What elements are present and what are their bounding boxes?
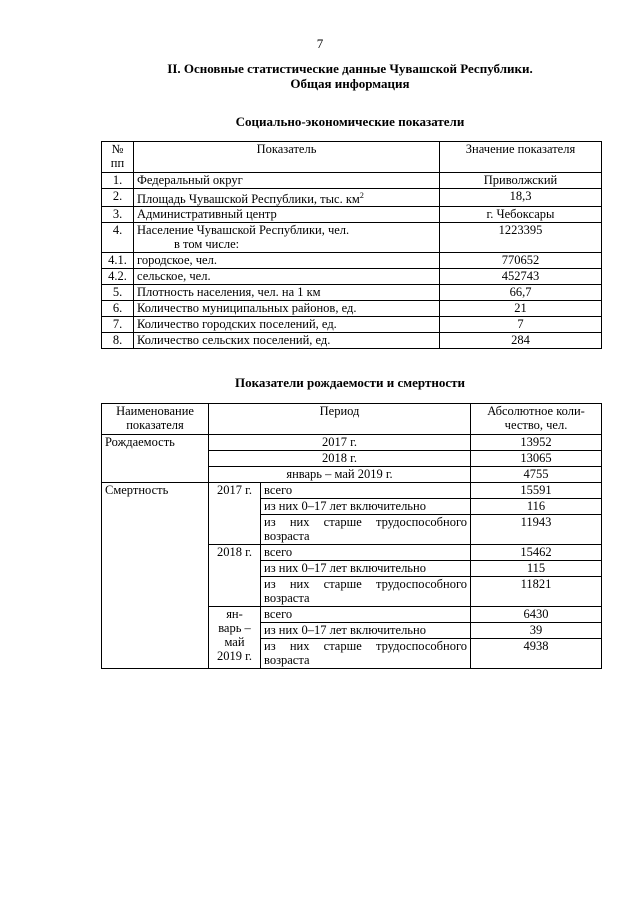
header-value: Значение показателя — [440, 142, 602, 173]
table-row: 5. Плотность населения, чел. на 1 км 66,7 — [102, 285, 602, 301]
table-row: 1. Федеральный округ Приволжский — [102, 173, 602, 189]
table-row: 2018 г. 13065 — [102, 451, 602, 467]
table-row: 7. Количество городских поселений, ед. 7 — [102, 317, 602, 333]
table-row: ян- варь – май 2019 г. всего 6430 — [102, 607, 602, 623]
table-row: 8. Количество сельских поселений, ед. 284 — [102, 333, 602, 349]
table-row: Рождаемость 2017 г. 13952 — [102, 435, 602, 451]
table-row: из них старше трудоспособного возраста 11943 — [102, 515, 602, 545]
title-line-2: Общая информация — [290, 76, 410, 91]
births-deaths-table — [101, 403, 602, 669]
table-row: 2018 г. всего 15462 — [102, 545, 602, 561]
births-label: Рождаемость — [102, 435, 209, 451]
table-row: 3. Административный центр г. Чебоксары — [102, 207, 602, 223]
table-row: 6. Количество муниципальных районов, ед. 21 — [102, 301, 602, 317]
page-number: 7 — [316, 36, 324, 51]
header-indicator: Показатель — [134, 142, 440, 173]
socioeconomic-table — [101, 141, 602, 349]
header-period: Период — [209, 404, 471, 435]
page-title — [100, 61, 600, 91]
table-row: январь – май 2019 г. 4755 — [102, 467, 602, 483]
table-header-row — [102, 142, 602, 173]
header-name: Наименование показателя — [102, 404, 209, 435]
table-row: 4.1. городское, чел. 770652 — [102, 253, 602, 269]
title-line-1: II. Основные статистические данные Чувашской Республики. — [167, 61, 533, 76]
table-row: из них старше трудоспособного возраста 11821 — [102, 577, 602, 607]
table-row: 4. Население Чувашской Республики, чел. в том числе: 1223395 — [102, 223, 602, 253]
header-absolute: Абсолютное коли- чество, чел. — [471, 404, 602, 435]
table-row: из них старше трудоспособного возраста 4938 — [102, 639, 602, 669]
table-row: из них 0–17 лет включительно 39 — [102, 623, 602, 639]
table-row: 4.2. сельское, чел. 452743 — [102, 269, 602, 285]
table-row: 2. Площадь Чувашской Республики, тыс. $км^2$ 18,3 — [102, 189, 602, 207]
deaths-label: Смертность — [102, 483, 209, 669]
section-title-socioeconomic: Социально-экономические показатели — [235, 114, 465, 129]
header-num: № пп — [102, 142, 134, 173]
table-header-row — [102, 404, 602, 435]
table-row: из них 0–17 лет включительно 115 — [102, 561, 602, 577]
section-title-births-deaths: Показатели рождаемости и смертности — [235, 375, 465, 390]
table-row: Смертность 2017 г. всего 15591 — [102, 483, 602, 499]
table-row: из них 0–17 лет включительно 116 — [102, 499, 602, 515]
